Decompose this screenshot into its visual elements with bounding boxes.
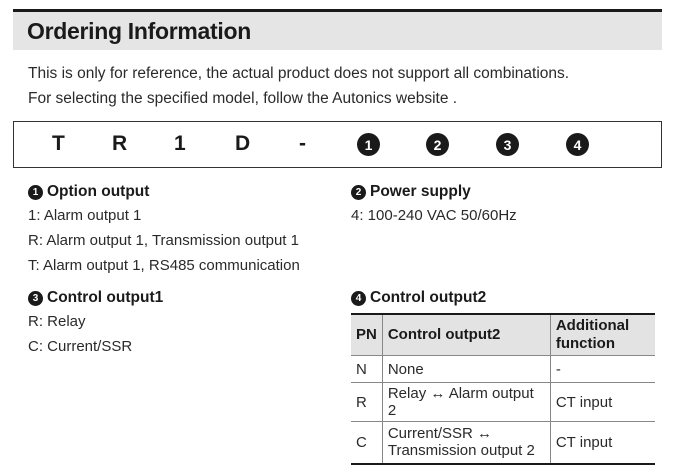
model-slot-2-icon: 2: [426, 133, 449, 156]
model-slot-4-icon: 4: [566, 133, 589, 156]
table-cell-pn: N: [351, 356, 382, 383]
number-2-icon: 2: [351, 185, 366, 200]
page-title: Ordering Information: [27, 18, 252, 44]
control-output1-item-c: C: Current/SSR: [28, 338, 133, 355]
model-slot-1-icon: 1: [357, 133, 380, 156]
intro-line-1: This is only for reference, the actual product does not support all combinations.: [28, 65, 570, 82]
table-cell-additional-function: CT input: [555, 393, 613, 411]
column-header-pn: PN: [351, 314, 382, 356]
table-row: [351, 383, 655, 422]
column-header-control-output2: Control output2: [382, 314, 550, 356]
number-4-icon: 4: [351, 291, 366, 306]
model-char-dash: -: [299, 132, 306, 155]
table-cell-control-output2: Current/SSR ↔ Transmission output 2: [382, 422, 550, 464]
control-output2-label: Control output2: [370, 289, 487, 306]
model-char-d: D: [235, 132, 251, 155]
column-header-additional-function: Additional function: [550, 314, 655, 356]
table-row: [351, 422, 655, 464]
intro-line-2: For selecting the specified model, follow the Autonics website .: [28, 90, 458, 107]
model-char-r: R: [112, 132, 128, 155]
model-code-box: [13, 121, 662, 168]
table-cell-control-output2: None: [382, 356, 550, 383]
option-output-item-1: 1: Alarm output 1: [28, 207, 142, 224]
table-cell-additional-function: -: [555, 360, 561, 378]
table-row: [351, 356, 655, 383]
power-supply-title: [351, 183, 471, 201]
option-output-title: [28, 183, 149, 201]
model-slot-3-icon: 3: [496, 133, 519, 156]
table-cell-additional-function: CT input: [555, 433, 613, 451]
option-output-label: Option output: [47, 183, 150, 200]
table-cell-control-output2: Relay ↔ Alarm output 2: [382, 383, 550, 422]
control-output2-table: [351, 313, 655, 465]
table-header-row: [351, 314, 655, 356]
control-output1-label: Control output1: [47, 289, 164, 306]
control-output1-item-r: R: Relay: [28, 313, 86, 330]
table-cell-pn: R: [351, 383, 382, 422]
option-output-item-r: R: Alarm output 1, Transmission output 1: [28, 232, 299, 249]
section-header: [13, 9, 662, 50]
power-supply-label: Power supply: [370, 183, 471, 200]
control-output1-title: [28, 289, 163, 307]
number-3-icon: 3: [28, 291, 43, 306]
number-1-icon: 1: [28, 185, 43, 200]
option-output-item-t: T: Alarm output 1, RS485 communication: [28, 257, 300, 274]
model-char-1: 1: [174, 132, 186, 155]
power-supply-item-4: 4: 100-240 VAC 50/60Hz: [351, 207, 517, 224]
table-cell-pn: C: [351, 422, 382, 464]
control-output2-title: [351, 289, 486, 307]
model-char-t: T: [52, 132, 65, 155]
